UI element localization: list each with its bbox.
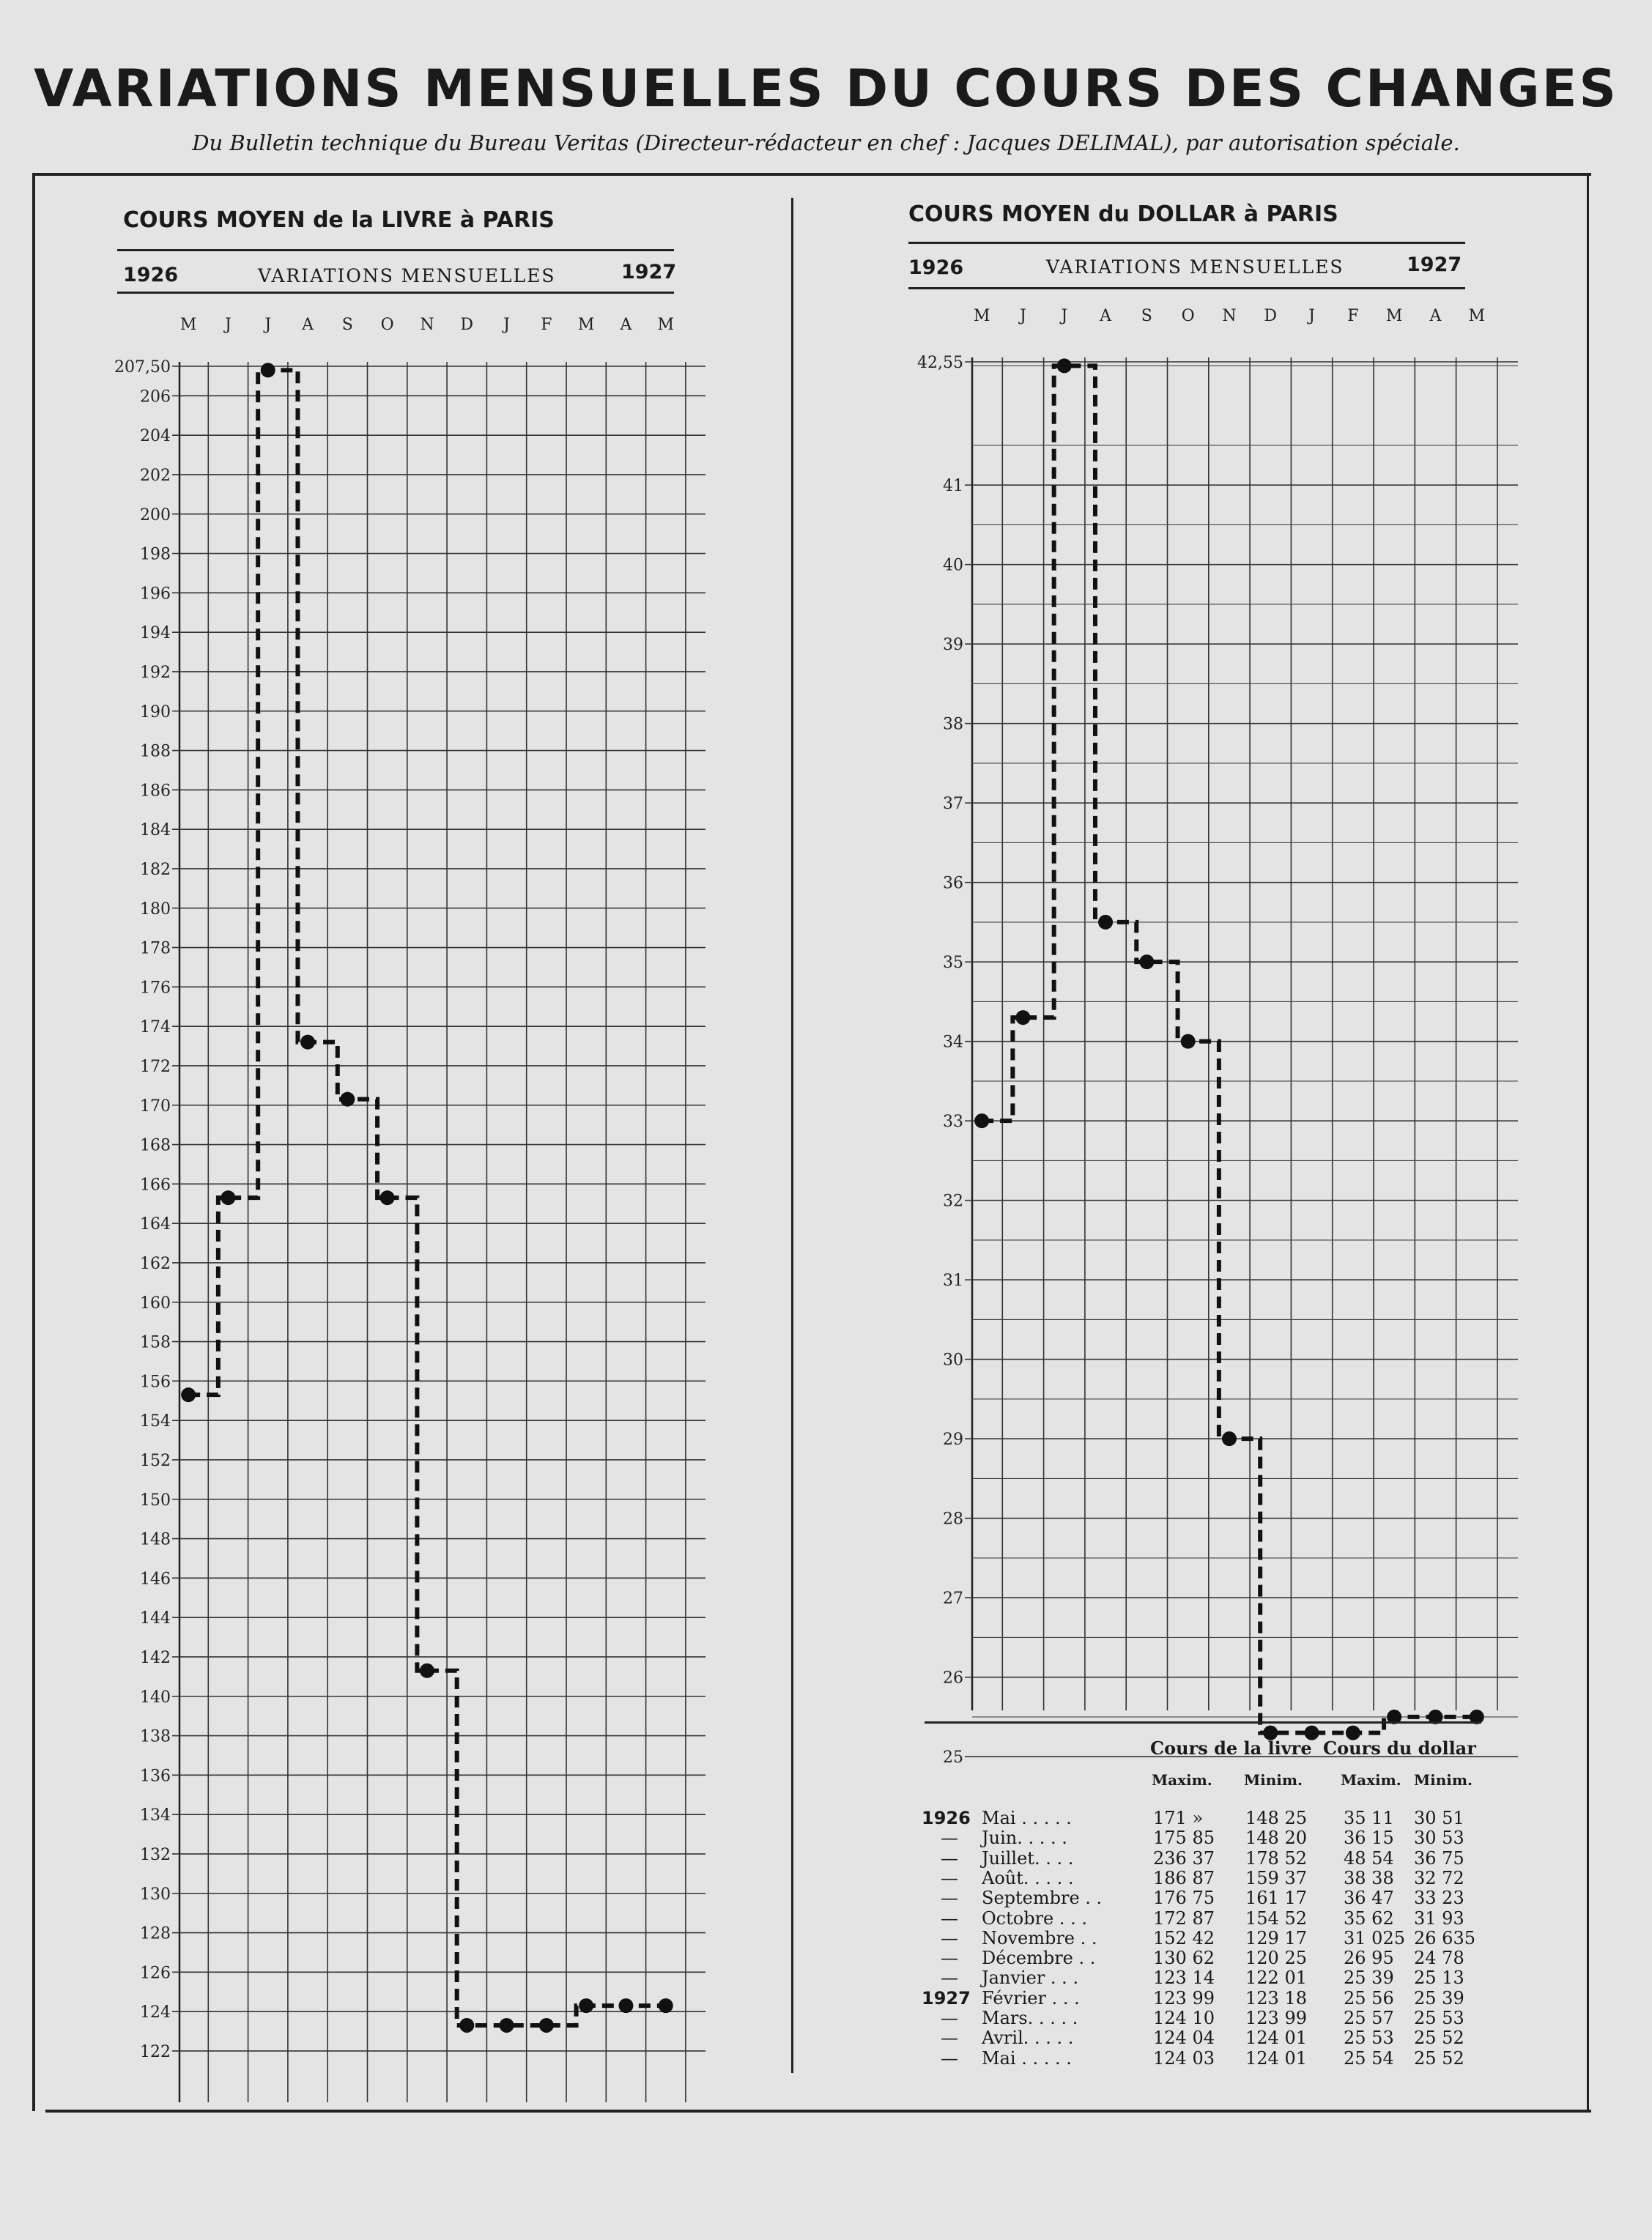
dollar-y-tick-label: 32 <box>943 1192 963 1211</box>
dollar-month-label: J <box>1020 307 1026 325</box>
livre-y-tick-label: 186 <box>140 782 171 801</box>
table-cell-dollar-min: 25 13 <box>1414 1968 1464 1989</box>
table-cell-dollar-min: 24 78 <box>1414 1948 1464 1969</box>
table-cell-livre-min: 123 99 <box>1245 2008 1307 2028</box>
table-cell-livre-min: 122 01 <box>1245 1968 1307 1989</box>
table-cell-dash: — <box>941 1888 958 1909</box>
livre-data-point <box>221 1190 235 1205</box>
dollar-data-point <box>1098 915 1113 930</box>
table-cell-dollar-min: 25 39 <box>1414 1987 1464 2009</box>
livre-y-tick-label: 170 <box>140 1097 171 1116</box>
livre-month-label: O <box>380 316 394 334</box>
table-cell-dollar-max: 25 56 <box>1344 1987 1394 2009</box>
table-cell-livre-max: 152 42 <box>1153 1927 1215 1948</box>
dollar-y-tick-label: 40 <box>943 556 963 575</box>
livre-data-point <box>261 363 275 377</box>
livre-data-point <box>380 1190 395 1205</box>
dollar-month-label: M <box>973 307 990 325</box>
dollar-y-tick-label: 41 <box>943 477 963 496</box>
livre-series-line <box>188 370 666 2025</box>
table-cell-dash: — <box>941 2047 958 2069</box>
table-cell-livre-min: 124 01 <box>1245 2047 1307 2069</box>
dollar-year-start: 1926 <box>908 256 964 279</box>
livre-y-tick-label: 198 <box>140 545 171 564</box>
dollar-data-point <box>1015 1010 1030 1025</box>
dollar-data-point <box>1181 1034 1196 1049</box>
dollar-y-tick-label: 30 <box>943 1351 963 1370</box>
livre-month-label: S <box>341 316 353 334</box>
livre-y-tick-label: 128 <box>140 1924 171 1943</box>
page-subtitle: Du Bulletin technique du Bureau Veritas (Directeur-rédacteur en chef : Jacques DELIMAL), par autorisation spéciale. <box>192 130 1460 155</box>
livre-y-tick-label: 188 <box>140 742 171 761</box>
dollar-y-tick-label: 34 <box>943 1033 963 1052</box>
table-cell-livre-max: 124 10 <box>1153 2008 1215 2028</box>
table-cell-dash: — <box>941 1968 958 1989</box>
dollar-month-label: M <box>1468 307 1486 325</box>
table-cell-livre-min: 159 37 <box>1245 1867 1307 1888</box>
livre-y-tick-label: 200 <box>140 505 171 524</box>
table-cell-dash: — <box>941 1828 958 1849</box>
table-cell-year: 1926 <box>922 1808 971 1828</box>
dollar-chart-title: COURS MOYEN du DOLLAR à PARIS <box>908 201 1338 227</box>
frame-bottom-rule <box>45 2110 1591 2113</box>
livre-y-tick-label: 162 <box>140 1254 171 1273</box>
table-cell-livre-min: 120 25 <box>1245 1948 1307 1969</box>
livre-data-point <box>459 2018 474 2033</box>
table-cell-month: Juin. . . . . <box>982 1828 1067 1849</box>
dollar-y-tick-label: 35 <box>943 954 963 973</box>
livre-y-tick-label: 206 <box>140 387 171 407</box>
dollar-month-label: N <box>1222 307 1237 325</box>
table-cell-dollar-min: 36 75 <box>1414 1847 1464 1869</box>
table-cell-livre-min: 148 25 <box>1245 1808 1307 1828</box>
table-cell-livre-min: 129 17 <box>1245 1927 1307 1948</box>
table-cell-livre-max: 172 87 <box>1153 1907 1215 1929</box>
table-header-livre: Cours de la livre <box>1150 1738 1312 1759</box>
livre-data-point <box>181 1387 196 1402</box>
table-cell-dollar-max: 26 95 <box>1344 1948 1394 1969</box>
livre-data-point <box>579 1998 593 2013</box>
table-cell-dollar-min: 30 53 <box>1414 1828 1464 1849</box>
table-cell-livre-max: 236 37 <box>1153 1847 1215 1869</box>
livre-y-tick-label: 196 <box>140 585 171 604</box>
table-cell-month: Octobre . . . <box>982 1907 1088 1929</box>
livre-data-point <box>300 1035 315 1050</box>
livre-chart-subtitle: VARIATIONS MENSUELLES <box>258 265 556 286</box>
dollar-series-line <box>982 366 1477 1732</box>
table-cell-livre-max: 175 85 <box>1153 1828 1215 1849</box>
livre-y-tick-label: 192 <box>140 663 171 682</box>
table-cell-month: Septembre . . <box>982 1888 1103 1909</box>
livre-month-label: D <box>460 316 474 334</box>
dollar-month-label: S <box>1141 307 1152 325</box>
livre-year-start: 1926 <box>123 264 179 286</box>
dollar-month-label: F <box>1347 307 1359 325</box>
livre-y-tick-label: 144 <box>140 1609 171 1628</box>
table-cell-month: Février . . . <box>982 1987 1080 2009</box>
livre-data-point <box>618 1998 633 2013</box>
livre-y-tick-label: 182 <box>140 860 171 879</box>
table-cell-month: Mai . . . . . <box>982 1808 1072 1828</box>
table-cell-livre-min: 178 52 <box>1245 1847 1307 1869</box>
livre-data-point <box>659 1998 673 2013</box>
dollar-month-label: D <box>1264 307 1278 325</box>
dollar-month-label: M <box>1385 307 1403 325</box>
table-cell-dash: — <box>941 1948 958 1969</box>
table-cell-dollar-max: 36 47 <box>1344 1888 1394 1909</box>
table-cell-dollar-max: 38 38 <box>1344 1867 1394 1888</box>
table-sub-dollar-max: Maxim. <box>1341 1771 1401 1789</box>
table-cell-livre-max: 124 03 <box>1153 2047 1215 2069</box>
table-cell-dollar-max: 36 15 <box>1344 1828 1394 1849</box>
table-cell-dash: — <box>941 1867 958 1888</box>
table-cell-dash: — <box>941 2008 958 2028</box>
table-sub-livre-max: Maxim. <box>1152 1771 1212 1789</box>
dollar-data-point <box>974 1113 989 1128</box>
livre-y-tick-label: 194 <box>140 624 171 643</box>
livre-y-tick-label: 180 <box>140 900 171 919</box>
table-cell-month: Août. . . . . <box>982 1867 1074 1888</box>
livre-y-tick-label: 150 <box>140 1491 171 1510</box>
livre-y-tick-label: 166 <box>140 1176 171 1195</box>
livre-y-tick-label: 174 <box>140 1018 171 1037</box>
dollar-month-label: A <box>1100 307 1111 325</box>
livre-month-label: J <box>225 316 231 334</box>
dollar-y-tick-label: 27 <box>943 1590 963 1609</box>
table-cell-dollar-min: 25 53 <box>1414 2008 1464 2028</box>
livre-month-label: N <box>420 316 434 334</box>
table-cell-dollar-max: 25 54 <box>1344 2047 1394 2069</box>
dollar-y-tick-label: 42,55 <box>917 354 963 372</box>
livre-month-label: J <box>503 316 510 334</box>
table-cell-livre-min: 148 20 <box>1245 1828 1307 1849</box>
table-cell-dollar-min: 31 93 <box>1414 1907 1464 1929</box>
livre-y-tick-label: 146 <box>140 1570 171 1589</box>
table-cell-livre-min: 123 18 <box>1245 1987 1307 2009</box>
livre-month-label: M <box>577 316 595 334</box>
livre-y-tick-label: 164 <box>140 1215 171 1234</box>
livre-month-label: F <box>541 316 552 334</box>
livre-y-tick-label: 148 <box>140 1530 171 1549</box>
table-cell-year: 1927 <box>922 1987 971 2009</box>
dollar-data-point <box>1139 954 1154 969</box>
livre-y-tick-label: 172 <box>140 1057 171 1076</box>
livre-year-end: 1927 <box>621 261 677 283</box>
livre-y-tick-label: 158 <box>140 1333 171 1352</box>
table-cell-dollar-min: 25 52 <box>1414 2047 1464 2069</box>
dollar-y-tick-label: 37 <box>943 795 963 814</box>
dollar-month-label: A <box>1429 307 1442 325</box>
livre-y-tick-label: 176 <box>140 979 171 998</box>
livre-y-tick-label: 168 <box>140 1136 171 1155</box>
livre-y-tick-label: 204 <box>140 427 171 446</box>
livre-y-tick-label: 140 <box>140 1688 171 1707</box>
dollar-y-tick-label: 31 <box>943 1272 963 1291</box>
dollar-y-tick-label: 33 <box>943 1113 963 1132</box>
table-cell-dash: — <box>941 1847 958 1869</box>
table-cell-livre-min: 124 01 <box>1245 2028 1307 2049</box>
livre-y-tick-label: 138 <box>140 1727 171 1746</box>
livre-data-point <box>500 2018 514 2033</box>
table-cell-month: Mai . . . . . <box>982 2047 1072 2069</box>
table-cell-dollar-min: 26 635 <box>1414 1927 1475 1948</box>
livre-month-label: A <box>620 316 632 334</box>
table-cell-month: Décembre . . <box>982 1948 1096 1969</box>
table-header-dollar: Cours du dollar <box>1323 1738 1476 1759</box>
livre-y-tick-label: 160 <box>140 1294 171 1313</box>
livre-data-point <box>539 2018 554 2033</box>
livre-y-tick-label: 178 <box>140 939 171 958</box>
livre-y-tick-label: 134 <box>140 1806 171 1825</box>
livre-month-label: M <box>179 316 197 334</box>
livre-month-label: M <box>657 316 675 334</box>
livre-chart <box>0 0 791 2110</box>
table-cell-dollar-max: 25 53 <box>1344 2028 1394 2049</box>
table-cell-month: Juillet. . . . <box>982 1847 1074 1869</box>
dollar-y-tick-label: 28 <box>943 1510 963 1529</box>
livre-y-tick-label: 122 <box>140 2042 171 2061</box>
table-cell-dollar-max: 25 39 <box>1344 1968 1394 1989</box>
table-cell-month: Avril. . . . . <box>982 2028 1074 2049</box>
table-cell-dollar-min: 25 52 <box>1414 2028 1464 2049</box>
table-separator-rule <box>925 1721 1481 1724</box>
livre-y-tick-label: 132 <box>140 1845 171 1864</box>
table-sub-dollar-min: Minim. <box>1414 1771 1473 1789</box>
table-cell-livre-max: 176 75 <box>1153 1888 1215 1909</box>
livre-y-tick-label: 154 <box>140 1412 171 1431</box>
table-cell-dollar-max: 35 11 <box>1344 1808 1394 1828</box>
dollar-data-point <box>1222 1431 1237 1446</box>
dollar-y-tick-label: 29 <box>943 1431 963 1450</box>
table-cell-livre-max: 124 04 <box>1153 2028 1215 2049</box>
table-cell-month: Novembre . . <box>982 1927 1097 1948</box>
table-cell-dollar-max: 35 62 <box>1344 1907 1394 1929</box>
livre-y-tick-label: 156 <box>140 1373 171 1392</box>
dollar-month-label: O <box>1181 307 1195 325</box>
dollar-chart <box>791 0 1590 2110</box>
livre-y-tick-label: 184 <box>140 821 171 840</box>
livre-y-tick-label: 124 <box>140 2003 171 2022</box>
dollar-y-tick-label: 25 <box>943 1748 963 1768</box>
livre-month-label: A <box>302 316 314 334</box>
table-cell-dollar-max: 31 025 <box>1344 1927 1405 1948</box>
table-cell-dash: — <box>941 2028 958 2049</box>
dollar-month-label: J <box>1061 307 1068 325</box>
livre-data-point <box>420 1664 434 1678</box>
dollar-month-label: J <box>1308 307 1315 325</box>
table-cell-livre-min: 161 17 <box>1245 1888 1307 1909</box>
table-cell-livre-min: 154 52 <box>1245 1907 1307 1929</box>
dollar-y-tick-label: 39 <box>943 636 963 655</box>
livre-chart-title: COURS MOYEN de la LIVRE à PARIS <box>123 207 555 233</box>
table-cell-livre-max: 186 87 <box>1153 1867 1215 1888</box>
livre-data-point <box>340 1092 355 1107</box>
dollar-year-end: 1927 <box>1407 253 1462 276</box>
table-cell-month: Janvier . . . <box>982 1968 1079 1989</box>
livre-y-tick-label: 190 <box>140 702 171 722</box>
table-cell-dollar-max: 25 57 <box>1344 2008 1394 2028</box>
table-cell-dash: — <box>941 1927 958 1948</box>
dollar-y-tick-label: 38 <box>943 715 963 734</box>
livre-y-tick-label: 136 <box>140 1767 171 1786</box>
livre-month-label: J <box>264 316 272 334</box>
livre-y-tick-label: 152 <box>140 1451 171 1470</box>
table-cell-livre-max: 171 » <box>1153 1808 1204 1828</box>
dollar-y-tick-label: 36 <box>943 874 963 893</box>
livre-y-tick-label: 202 <box>140 466 171 485</box>
table-cell-livre-max: 123 14 <box>1153 1968 1215 1989</box>
dollar-data-point <box>1057 358 1072 373</box>
table-cell-dollar-max: 48 54 <box>1344 1847 1394 1869</box>
table-sub-livre-min: Minim. <box>1244 1771 1303 1789</box>
table-cell-dash: — <box>941 1907 958 1929</box>
table-cell-livre-max: 123 99 <box>1153 1987 1215 2009</box>
livre-y-tick-label: 126 <box>140 1964 171 1983</box>
table-cell-dollar-min: 33 23 <box>1414 1888 1464 1909</box>
livre-y-tick-label: 207,50 <box>114 358 171 377</box>
livre-y-tick-label: 142 <box>140 1648 171 1667</box>
dollar-chart-subtitle: VARIATIONS MENSUELLES <box>1046 256 1344 278</box>
table-cell-month: Mars. . . . . <box>982 2008 1078 2028</box>
page-title: VARIATIONS MENSUELLES DU COURS DES CHANGES <box>34 59 1618 119</box>
livre-y-tick-label: 130 <box>140 1885 171 1904</box>
dollar-y-tick-label: 26 <box>943 1669 963 1688</box>
table-cell-dollar-min: 32 72 <box>1414 1867 1464 1888</box>
table-cell-dollar-min: 30 51 <box>1414 1808 1464 1828</box>
table-cell-livre-max: 130 62 <box>1153 1948 1215 1969</box>
